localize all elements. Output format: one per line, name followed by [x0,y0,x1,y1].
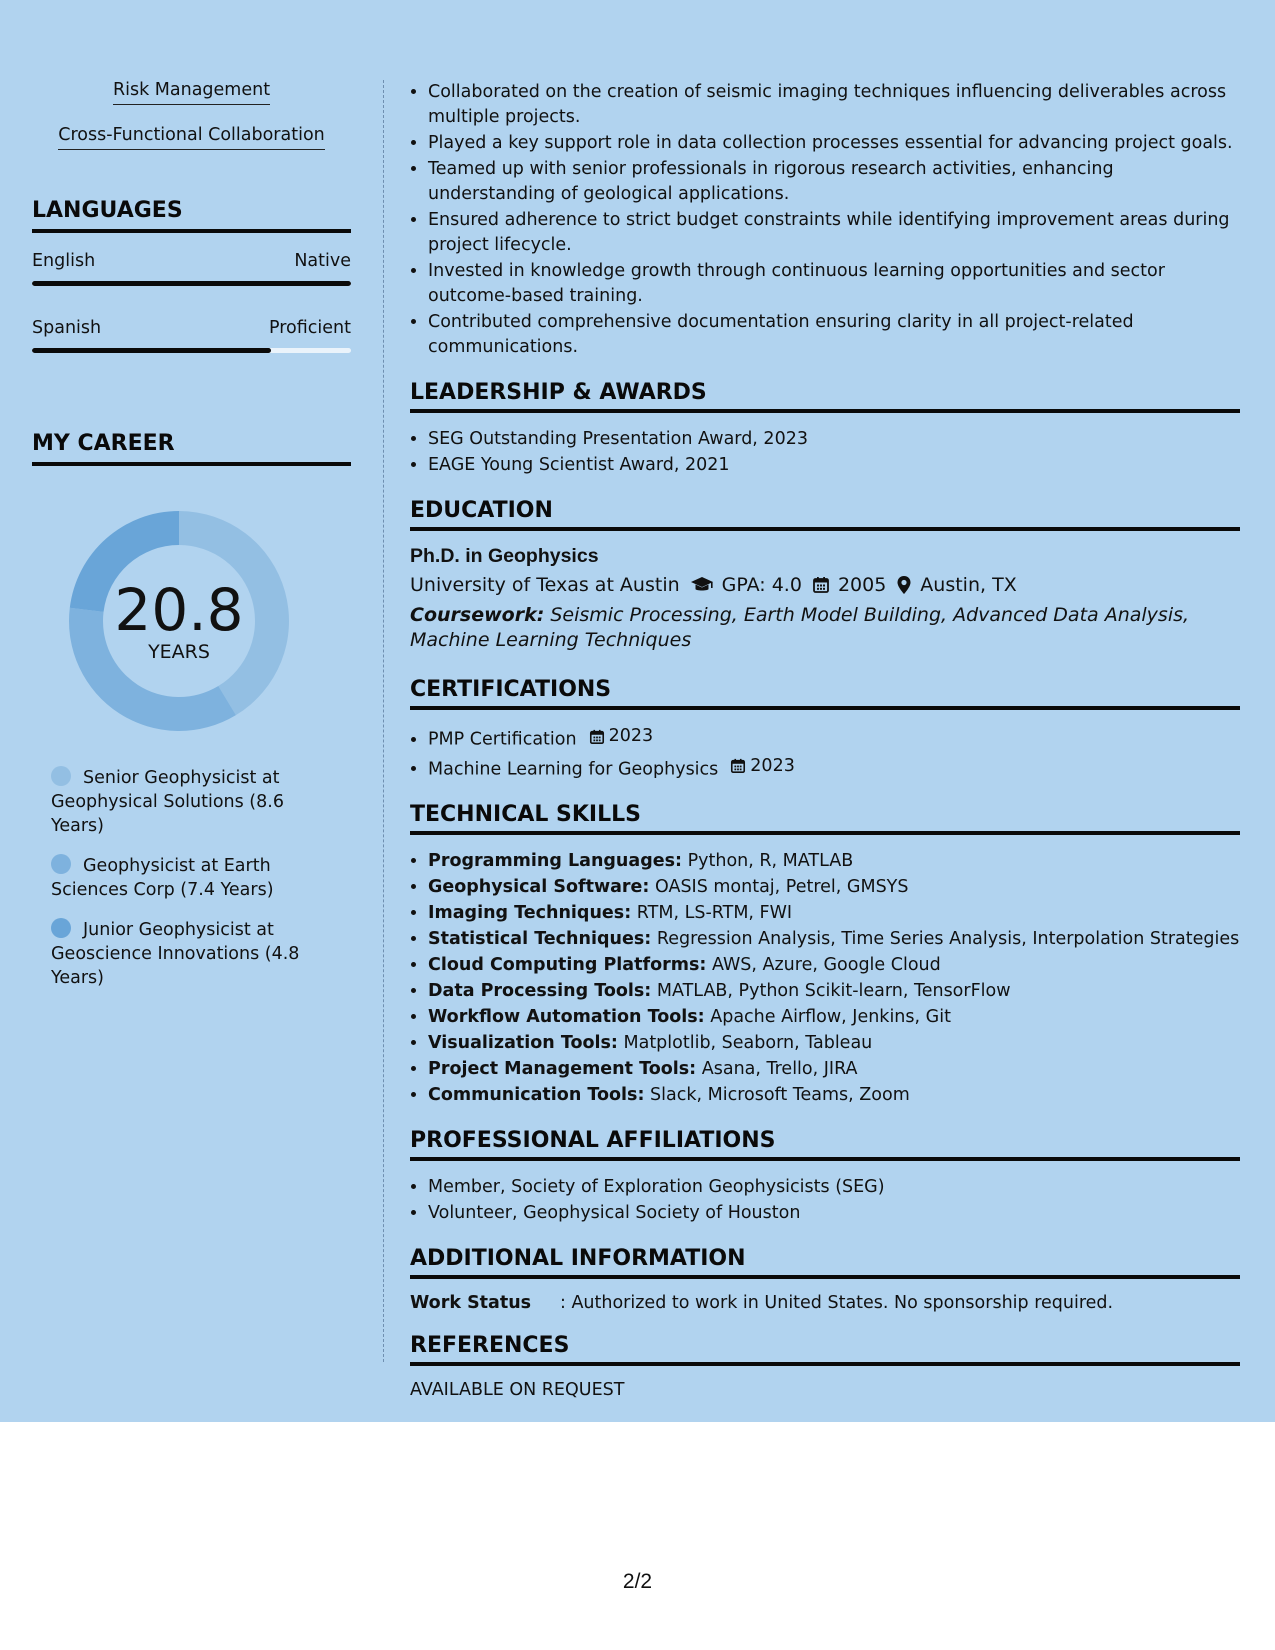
language-bar [32,281,351,286]
career-legend-item: Senior Geophysicist at Geophysical Solutions (8.6 Years) [51,768,284,836]
experience-bullets [410,80,1240,360]
education-location: Austin, TX [920,574,1017,596]
legend-dot [51,918,71,938]
education-school: University of Texas at Austin [410,574,680,596]
award-item: • SEG Outstanding Presentation Award, 2023 [428,427,1240,452]
award-item: • EAGE Young Scientist Award, 2021 [428,453,1240,478]
calendar-icon [812,576,830,594]
experience-bullet: • Teamed up with senior professionals in rigorous research activities, enhancing understanding of geological applications. [428,157,1240,207]
calendar-icon [589,729,605,745]
education-title: EDUCATION [410,498,1240,531]
skill-item: • Communication Tools: Slack, Microsoft Teams, Zoom [428,1083,1240,1108]
language-bar-fill [32,281,351,286]
language-bar [32,348,351,353]
language-row [32,318,351,338]
language-row [32,251,351,271]
career-donut-center [64,506,294,736]
legend-dot [51,854,71,874]
career-legend-item: Junior Geophysicist at Geoscience Innovations (4.8 Years) [51,920,300,988]
additional-info-title: ADDITIONAL INFORMATION [410,1246,1240,1279]
leadership-title: LEADERSHIP & AWARDS [410,380,1240,413]
education-year: 2005 [837,574,887,596]
skill-item: • Visualization Tools: Matplotlib, Seaborn, Tableau [428,1031,1240,1056]
skill-item: • Programming Languages: Python, R, MATLAB [428,849,1240,874]
skill-item: • Statistical Techniques: Regression Analysis, Time Series Analysis, Interpolation Strategies [428,927,1240,952]
work-status-row [410,1293,1240,1313]
language-name: English [32,251,96,271]
skill-item: • Data Processing Tools: MATLAB, Python Scikit-learn, TensorFlow [428,979,1240,1004]
certification-item: • PMP Certification 2023 [428,724,1240,753]
certifications-list [410,724,1240,782]
skill-tag: Risk Management [32,80,351,105]
skills-list [410,849,1240,1108]
education-degree: Ph.D. in Geophysics [410,545,599,567]
calendar-icon [730,758,746,774]
career-title: MY CAREER [32,431,351,466]
work-status-label: Work Status [410,1293,532,1313]
legend-dot [51,766,71,786]
experience-bullet: • Invested in knowledge growth through continuous learning opportunities and sector outcome-based training. [428,259,1240,309]
skill-item: • Cloud Computing Platforms: AWS, Azure, Google Cloud [428,953,1240,978]
experience-bullet: • Contributed comprehensive documentation ensuring clarity in all project-related communications. [428,310,1240,360]
skill-item: • Geophysical Software: OASIS montaj, Petrel, GMSYS [428,875,1240,900]
skill-tag: Cross-Functional Collaboration [32,125,351,150]
location-pin-icon [896,575,912,595]
column-divider [383,80,384,1362]
left-column [32,80,351,1006]
certifications-title: CERTIFICATIONS [410,677,1240,710]
work-status-value: : Authorized to work in United States. No sponsorship required. [560,1293,1114,1313]
language-level: Proficient [269,318,351,338]
affiliations-title: PROFESSIONAL AFFILIATIONS [410,1128,1240,1161]
affiliations-list [410,1175,1240,1226]
education-details [410,574,1240,596]
languages-title: LANGUAGES [32,198,351,233]
career-total-unit: YEARS [148,641,210,663]
right-column [410,80,1240,1400]
skill-item: • Project Management Tools: Asana, Trello, JIRA [428,1057,1240,1082]
experience-bullet: • Played a key support role in data collection processes essential for advancing project goals. [428,131,1240,156]
career-total-years: 20.8 [114,576,244,644]
education-coursework: Coursework: Seismic Processing, Earth Model Building, Advanced Data Analysis, Machine Learning Techniques [410,604,1190,651]
skill-item: • Imaging Techniques: RTM, LS-RTM, FWI [428,901,1240,926]
career-donut-chart [64,506,294,736]
affiliation-item: • Member, Society of Exploration Geophysicists (SEG) [428,1175,1240,1200]
career-legend-item: Geophysicist at Earth Sciences Corp (7.4 Years) [51,856,274,900]
affiliation-item: • Volunteer, Geophysical Society of Houston [428,1201,1240,1226]
language-bar-fill [32,348,271,353]
experience-bullet: • Ensured adherence to strict budget constraints while identifying improvement areas during project lifecycle. [428,208,1240,258]
references-text: AVAILABLE ON REQUEST [410,1380,625,1400]
graduation-cap-icon [690,576,714,594]
language-level: Native [294,251,351,271]
skill-item: • Workflow Automation Tools: Apache Airflow, Jenkins, Git [428,1005,1240,1030]
skills-title: TECHNICAL SKILLS [410,802,1240,835]
page-number: 2/2 [622,1570,653,1593]
experience-bullet: • Collaborated on the creation of seismic imaging techniques influencing deliverables across multiple projects. [428,80,1240,130]
certification-item: • Machine Learning for Geophysics 2023 [428,754,1240,783]
leadership-list [410,427,1240,478]
language-name: Spanish [32,318,102,338]
education-gpa: GPA: 4.0 [721,574,802,596]
references-title: REFERENCES [410,1333,1240,1366]
